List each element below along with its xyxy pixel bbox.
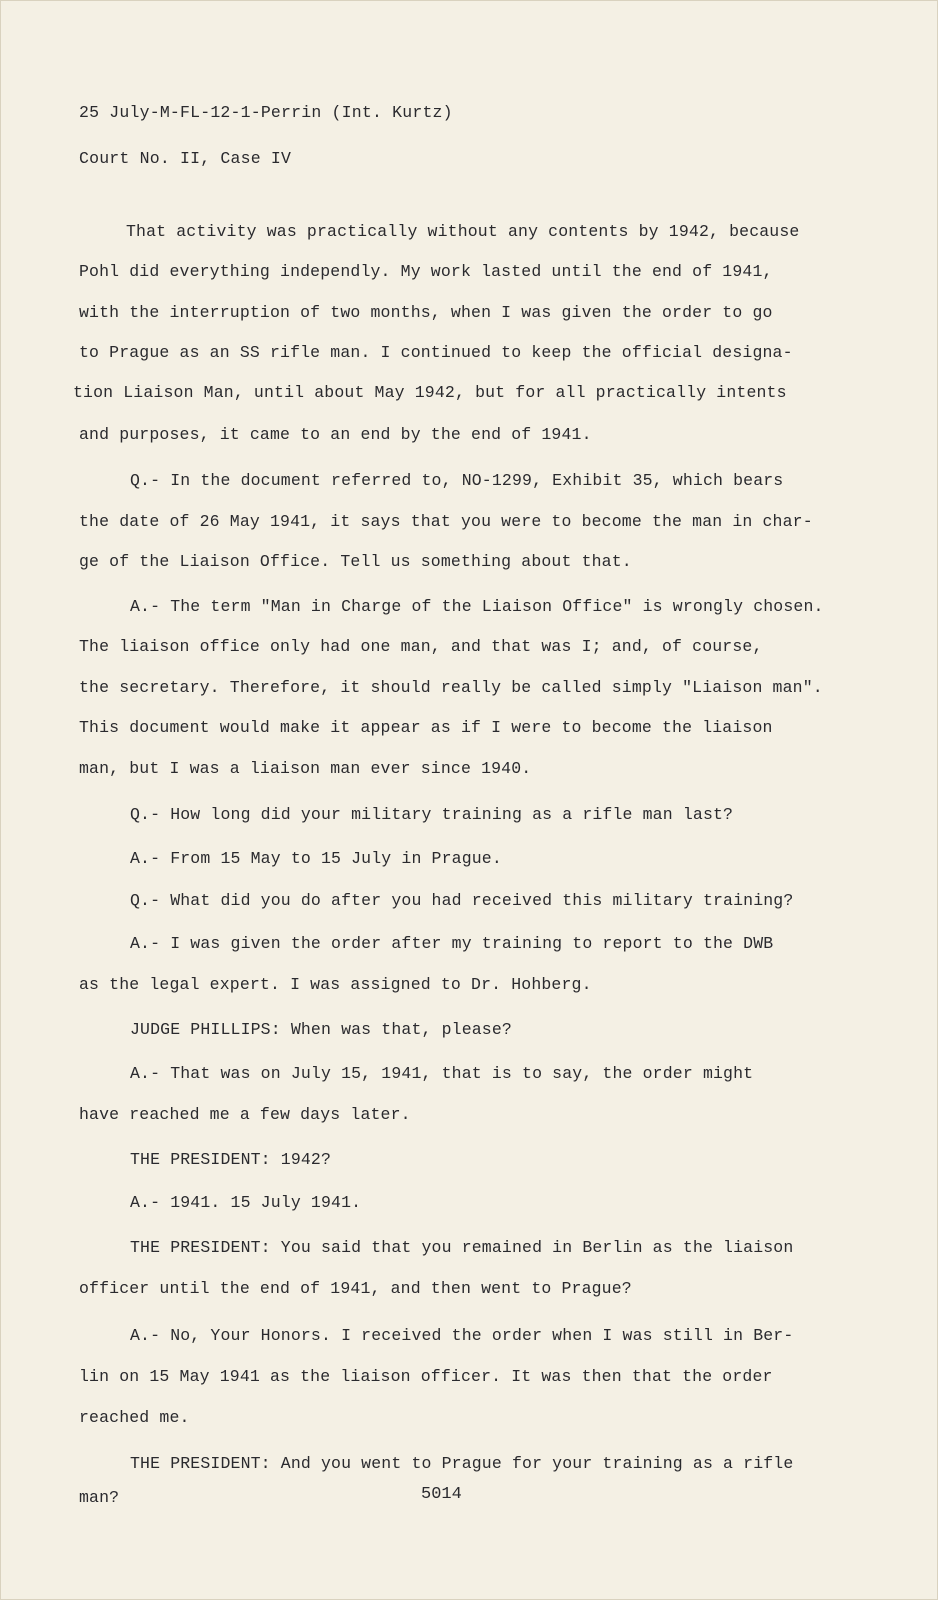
text-line: the date of 26 May 1941, it says that you were to become the man in char- <box>79 512 813 531</box>
text-line: officer until the end of 1941, and then went to Prague? <box>79 1279 632 1298</box>
header-line-1: 25 July-M-FL-12-1-Perrin (Int. Kurtz) <box>79 103 453 122</box>
text-line: Pohl did everything independly. My work lasted until the end of 1941, <box>79 262 773 281</box>
text-line: and purposes, it came to an end by the end of 1941. <box>79 425 592 444</box>
text-line: man? <box>79 1488 120 1507</box>
text-line: JUDGE PHILLIPS: When was that, please? <box>130 1020 512 1039</box>
text-line: tion Liaison Man, until about May 1942, but for all practically intents <box>73 383 787 402</box>
text-line: ge of the Liaison Office. Tell us something about that. <box>79 552 632 571</box>
header-line-2: Court No. II, Case IV <box>79 149 292 168</box>
text-line: This document would make it appear as if I were to become the liaison <box>79 718 773 737</box>
text-line: to Prague as an SS rifle man. I continued to keep the official designa- <box>79 343 793 362</box>
text-line: the secretary. Therefore, it should really be called simply "Liaison man". <box>79 678 823 697</box>
text-line: A.- No, Your Honors. I received the order when I was still in Ber- <box>130 1326 794 1345</box>
text-line: have reached me a few days later. <box>79 1105 411 1124</box>
text-line: reached me. <box>79 1408 190 1427</box>
text-line: THE PRESIDENT: And you went to Prague for your training as a rifle <box>130 1454 794 1473</box>
text-line: Q.- What did you do after you had received this military training? <box>130 891 794 910</box>
text-line: A.- I was given the order after my training to report to the DWB <box>130 934 774 953</box>
text-line: A.- The term "Man in Charge of the Liaison Office" is wrongly chosen. <box>130 597 824 616</box>
text-line: That activity was practically without any contents by 1942, because <box>126 222 800 241</box>
text-line: A.- 1941. 15 July 1941. <box>130 1193 362 1212</box>
text-line: A.- From 15 May to 15 July in Prague. <box>130 849 502 868</box>
text-line: as the legal expert. I was assigned to Dr. Hohberg. <box>79 975 592 994</box>
page-number: 5014 <box>421 1485 462 1504</box>
text-line: lin on 15 May 1941 as the liaison officer. It was then that the order <box>79 1367 773 1386</box>
text-line: Q.- In the document referred to, NO-1299, Exhibit 35, which bears <box>130 471 784 490</box>
text-line: The liaison office only had one man, and that was I; and, of course, <box>79 637 763 656</box>
text-line: THE PRESIDENT: 1942? <box>130 1150 332 1169</box>
text-line: A.- That was on July 15, 1941, that is to say, the order might <box>130 1064 754 1083</box>
text-line: THE PRESIDENT: You said that you remained in Berlin as the liaison <box>130 1238 794 1257</box>
text-line: man, but I was a liaison man ever since 1940. <box>79 759 532 778</box>
text-line: Q.- How long did your military training as a rifle man last? <box>130 805 734 824</box>
text-line: with the interruption of two months, when I was given the order to go <box>79 303 773 322</box>
